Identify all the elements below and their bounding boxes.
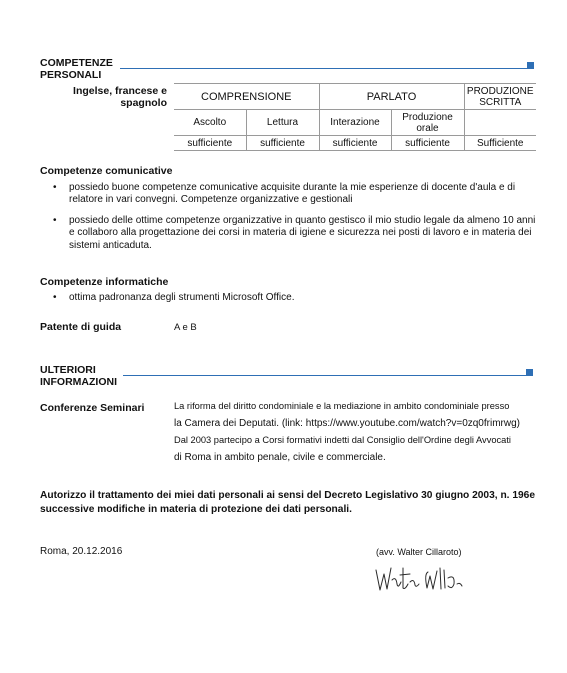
conferences-line: La riforma del diritto condominiale e la mediazione in ambito condominiale presso bbox=[174, 401, 510, 411]
subheader-reading: Lettura bbox=[246, 110, 319, 136]
computer-skills-list bbox=[53, 292, 541, 304]
level-writing: Sufficiente bbox=[464, 136, 536, 151]
list-item bbox=[53, 292, 541, 304]
subheader-listening: Ascolto bbox=[174, 110, 246, 136]
section-heading-line1: ULTERIORI bbox=[40, 364, 96, 376]
section-heading-line2: PERSONALI bbox=[40, 69, 102, 81]
header-writing: PRODUZIONE SCRITTA bbox=[464, 84, 536, 110]
conferences-label: Conferenze Seminari bbox=[40, 402, 145, 414]
conferences-line: Dal 2003 partecipo a Corsi formativi indetti dal Consiglio dell'Ordine degli Avvocati bbox=[174, 435, 511, 445]
subheader-oral-production: Produzione orale bbox=[391, 110, 464, 136]
communication-heading: Competenze comunicative bbox=[40, 165, 173, 177]
section-divider bbox=[123, 375, 526, 376]
conferences-text bbox=[174, 398, 544, 466]
level-oral-production: sufficiente bbox=[391, 136, 464, 151]
section-marker-square bbox=[526, 369, 533, 376]
computer-skills-heading: Competenze informatiche bbox=[40, 276, 169, 288]
list-item-text: possiedo delle ottime competenze organizzative in quanto gestisco il mio studio legale da almeno 10 anni e collaboro alla progettazione dei corsi in materia di igiene e sicurezza nei posti di lavoro e in materia dei sistemi anticaduta. bbox=[69, 214, 536, 251]
conferences-line: la Camera dei Deputati. (link: https://www.youtube.com/watch?v=0zq0frimrwg) bbox=[174, 418, 520, 429]
list-item-text: possiedo buone competenze comunicative acquisite durante la mie esperienze di docente d'aula e di relatore in vari convegni. Competenze organizzative e gestionali bbox=[69, 182, 516, 206]
bullet-icon: • bbox=[53, 292, 57, 303]
section-heading-line2: INFORMAZIONI bbox=[40, 376, 117, 388]
list-item bbox=[53, 214, 541, 252]
handwritten-signature bbox=[370, 562, 480, 596]
bullet-icon: • bbox=[53, 182, 57, 193]
list-item-text: ottima padronanza degli strumenti Microsoft Office. bbox=[69, 292, 295, 303]
privacy-authorization: Autorizzo il trattamento dei miei dati personali ai sensi del Decreto Legislativo 30 giugno 2003, n. 196e successive modifiche in materia di protezione dei dati personali. bbox=[40, 490, 535, 515]
list-item bbox=[53, 182, 541, 207]
languages-label: Ingelse, francese e spagnolo bbox=[73, 85, 167, 109]
place-date: Roma, 20.12.2016 bbox=[40, 546, 123, 557]
header-speaking: PARLATO bbox=[319, 84, 464, 110]
level-reading: sufficiente bbox=[246, 136, 319, 151]
section-heading-additional-info bbox=[40, 364, 117, 388]
subheader-empty bbox=[464, 110, 536, 136]
level-interaction: sufficiente bbox=[319, 136, 391, 151]
conferences-line: di Roma in ambito penale, civile e commerciale. bbox=[174, 452, 386, 463]
section-divider bbox=[120, 68, 527, 69]
section-heading-personal-skills bbox=[40, 57, 113, 81]
subheader-interaction: Interazione bbox=[319, 110, 391, 136]
section-marker-square bbox=[527, 62, 534, 69]
driving-license-value: A e B bbox=[174, 322, 197, 333]
bullet-icon: • bbox=[53, 214, 57, 226]
header-comprehension: COMPRENSIONE bbox=[174, 84, 319, 110]
driving-license-label: Patente di guida bbox=[40, 321, 122, 333]
signatory-name: (avv. Walter Cillaroto) bbox=[376, 547, 462, 557]
level-listening: sufficiente bbox=[174, 136, 246, 151]
section-heading-line1: COMPETENZE bbox=[40, 57, 113, 69]
communication-list bbox=[53, 182, 541, 252]
language-skills-table bbox=[174, 83, 536, 151]
